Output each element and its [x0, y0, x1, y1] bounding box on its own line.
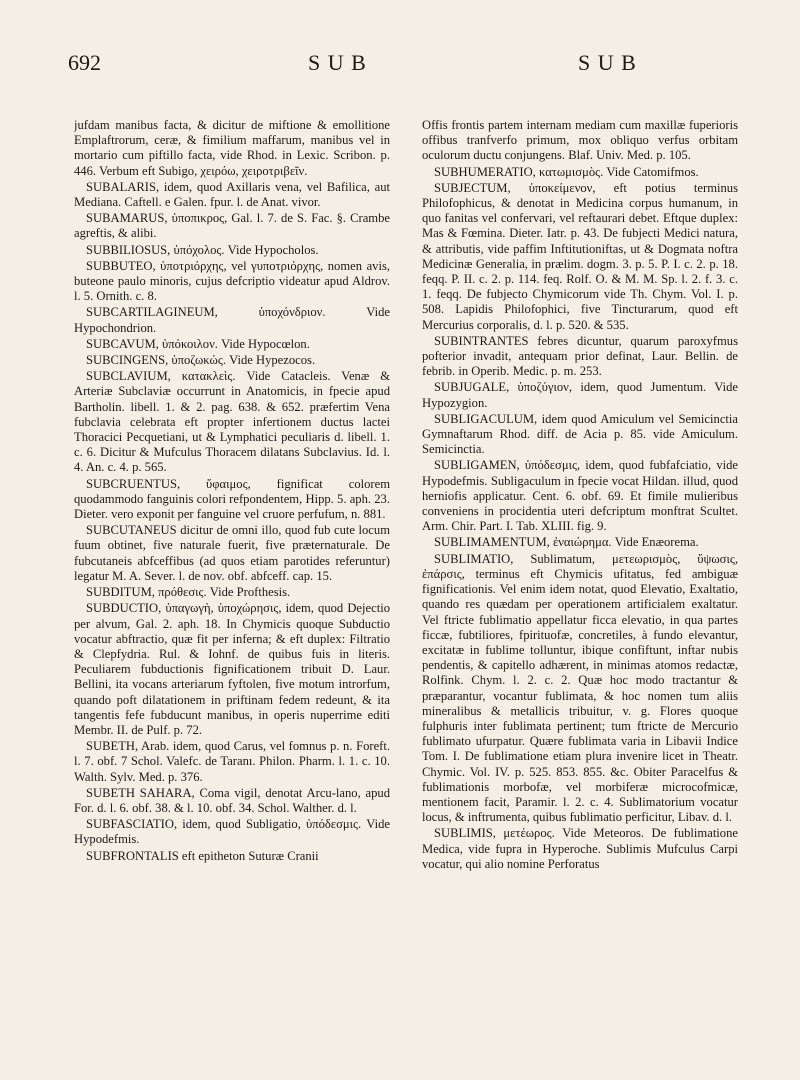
entry-text: SUBCAVUM, ὑπόκοιλον. Vide Hypocœlon.	[86, 336, 310, 351]
entry-text: SUBLIMIS, μετέωρος. Vide Meteoros. De fublimatione Medica, vide fupra in Hyperoche. Sublimis Mufculus Carpi vocatur, qui alio nomine Perforatus	[422, 826, 738, 871]
entry-text: SUBCLAVIUM, κατακλεὶς. Vide Catacleis. Venæ & Arteriæ Subclaviæ occurrunt in Anatomicis, in fpecie apud Bartholin. libell. 1. & 2. pag. 638. & 652. præfertim Vena fubclavia celebrata eft propter infertionem ductus lactei Thoracici Pecquetiani, ut & Lymphatici peculiaris d. libell. 1. c. 6. Dicitur & Mufculus Thoracem dilatans Subclavius. Id. l. 4. An. c. 4. p. 565.	[74, 369, 390, 475]
entry-text: SUBDITUM, πρόθεσις. Vide Profthesis.	[86, 585, 291, 600]
entry-text: SUBCARTILAGINEUM, ὑποχόνδριον. Vide Hypochondrion.	[74, 305, 390, 335]
entry-text: SUBLIMATIO, Sublimatum, μετεωρισμὸς, ὕψωσις, ἐπάρσις, terminus eft Chymicis ufitatus, fed ambiguæ fignificationis. Vel enim idem notat, quod Elevatio, Exaltatio, quando res quædam per operationem artificialem exaltatur. Vel ftricte fublimatio appellatur ficca elevatio, in qua partes ficcæ, fubtiliores, fpirituofæ, concretiles, à fundo elevantur, excitatæ in fublime tolluntur, ibique confiftunt, inftar nubis pendentis, & capitello adhærent, in minimas atomos redactæ, Rolfink. Chym. l. 2. c. 2. Quæ hoc modo tractantur & præparantur, vocantur fublimata, & hoc nomen tum aliis mineralibus & metallicis tribuitur, v. g. Flores quoque fulphuris inter fublimata pertinent; tum ftricte de Mercurio fublimato ufurpatur. Quære fublimata varia in Libavii Indice Tom. I. De fublimatione etiam plura invenire licet in Theatr. Chymic. Vol. IV. p. 525. 853. 855. &c. Obiter Paracelfus & fublimationis morbofæ, vel morbiferæ microcofmicæ, mentionem facit, Paramir. l. 2. c. 4. Sublimatorium vocatur locus, & inftrumenta, quibus fublimatio perficitur, Libav. d. l.	[422, 551, 738, 825]
entry-text: jufdam manibus facta, & dicitur de miftione & emollitione Emplaftrorum, ceræ, & fimilium maffarum, manibus vel in mortario cum piftillo facta, vide Rhod. in Lexic. Scribon. p. 446. Verbum eft Subigo, χειρόω, χειροτριβεῖν.	[74, 118, 390, 178]
running-head-left: S U B	[308, 50, 367, 75]
right-column	[422, 118, 738, 1058]
entry-text: SUBLIGAMEN, ὑπόδεσμις, idem, quod fubfafciatio, vide Hypodefmis. Subligaculum in fpecie vocat Hildan. illud, quod herniofis applicatur. Cent. 6. obf. 69. Et fimile mulieribus conveniens in procidentia uteri defcriptum monftrat Scultet. Arm. Chir. Part. I. Tab. XLIII. fig. 9.	[422, 458, 738, 534]
entry-text: SUBCINGENS, ὑποζωκώς. Vide Hypezocos.	[86, 353, 316, 368]
entry-text: SUBJECTUM, ὑποκείμενον, eft potius terminus Philofophicus, & denotat in Medicina corpus humanum, in quo fanitas vel confervari, vel reftaurari debet. Eftque duplex: Mas & Fœmina. Dieter. Iatr. p. 43. De fubjecti Medici natura, & attributis, vide paffim Inftitutioniftas, ut & Dogmata noftra Medicinæ Generalia, in prælim. dogm. 3. p. 5. P. I. c. 2. p. 18. feqq. P. II. c. 2. p. 114. feq. Rolf. O. & M. M. Sp. l. 2. f. 3. c. 1. feqq. De fubjecto Chymicorum vide Th. Chym. Vol. I. p. 508. Lapidis Philofophici, five Tincturarum, quod eft Mercurius corporalis, d. l. p. 520. & 535.	[422, 180, 738, 332]
page-header	[68, 50, 748, 90]
entry-text: SUBBUTEO, ὑποτριόρχης, vel γυποτριόρχης, nomen avis, buteone paulo minoris, cujus defcriptio videatur apud Aldrov. l. 5. Ornith. c. 8.	[74, 258, 390, 304]
entry-text: SUBLIGACULUM, idem quod Amiculum vel Semicinctia Gymnaftarum Rhod. diff. de Acia p. 85. vide Amiculum. Semicinctia.	[422, 411, 738, 457]
entry-text: SUBETH SAHARA, Coma vigil, denotat Arcu-lano, apud For. d. l. 6. obf. 38. & l. 10. obf. 34. Schol. Walther. d. l.	[74, 785, 390, 815]
entry-text: SUBETH, Arab. idem, quod Carus, vel fomnus p. n. Foreft. l. 7. obf. 7 Schol. Valefc. de Taranı. Philon. Pharm. l. 1. c. 10. Walth. Sylv. Med. p. 376.	[74, 739, 390, 784]
entry-text: SUBFRONTALIS eft epitheton Suturæ Cranii	[86, 848, 319, 863]
running-head-right: S U B	[578, 50, 637, 75]
entry-text: SUBHUMERATIO, κατωμισμὸς. Vide Catomifmos.	[434, 164, 699, 179]
left-column	[74, 118, 390, 1058]
entry-text: SUBINTRANTES febres dicuntur, quarum paroxyfmus pofterior invadit, antequam prior definat, Laur. Bellin. de febrib. in Operib. Medic. p. m. 253.	[422, 333, 738, 379]
page-number: 692	[68, 50, 101, 75]
entry-text: Offis frontis partem internam mediam cum maxillæ fuperioris offibus tranfverfo primum, mox obliquo verfus orbitam oculorum ductu conjungens. Blaf. Univ. Med. p. 105.	[422, 118, 738, 163]
entry-text: SUBAMARUS, ὑποπικρος, Gal. l. 7. de S. Fac. §. Crambe agreftis, & alibi.	[74, 211, 390, 241]
entry-text: SUBDUCTIO, ὑπαγωγὴ, ὑποχώρησις, idem, quod Dejectio per alvum, Gal. 2. aph. 18. In Chymicis quoque Subductio vocatur abftractio, quæ fit per inferna; & eft duplex: Filtratio & Clepfydria. Rul. & Iohnf. de quibus fuis in literis. Peculiarem fubductionis fignificationem tribuit D. Laur. Bellini, ita vocans arteriarum fyftolen, five motum introrfum, quando poft dilatationem in priftinam fedem redeunt, & ita tangentis fefe fubducunt manibus, in operis nuperrime editi Membr. II. de Pulf. p. 72.	[74, 601, 390, 737]
entry-text: SUBLIMAMENTUM, ἐναιώρημα. Vide Enæorema.	[434, 535, 699, 550]
entry-text: SUBALARIS, idem, quod Axillaris vena, vel Bafilica, aut Mediana. Caftell. e Galen. fpur. l. de Anat. vivor.	[74, 179, 390, 210]
entry-text: SUBFASCIATIO, idem, quod Subligatio, ὑπόδεσμις. Vide Hypodefmis.	[74, 817, 390, 847]
entry-text: SUBJUGALE, ὑποζύγιον, idem, quod Jumentum. Vide Hypozygion.	[422, 380, 738, 410]
entry-text: SUBCRUENTUS, ὕφαιμος, fignificat colorem quodammodo fanguinis colori refpondentem, Hipp. 5. aph. 23. Dieter. vero exponit per fanguine vel cruore perfufum, n. 881.	[74, 476, 390, 522]
entry-text: SUBCUTANEUS dicitur de omni illo, quod fub cute locum fuum obtinet, five naturale fuerit, five præternaturale. De fubcutaneis abfceffibus (ad quos etiam parotides referuntur) legatur M. A. Sever. l. de nov. obf. abfceff. cap. 15.	[74, 523, 390, 583]
entry-text: SUBBILIOSUS, ὑπόχολος. Vide Hypocholos.	[86, 242, 319, 257]
